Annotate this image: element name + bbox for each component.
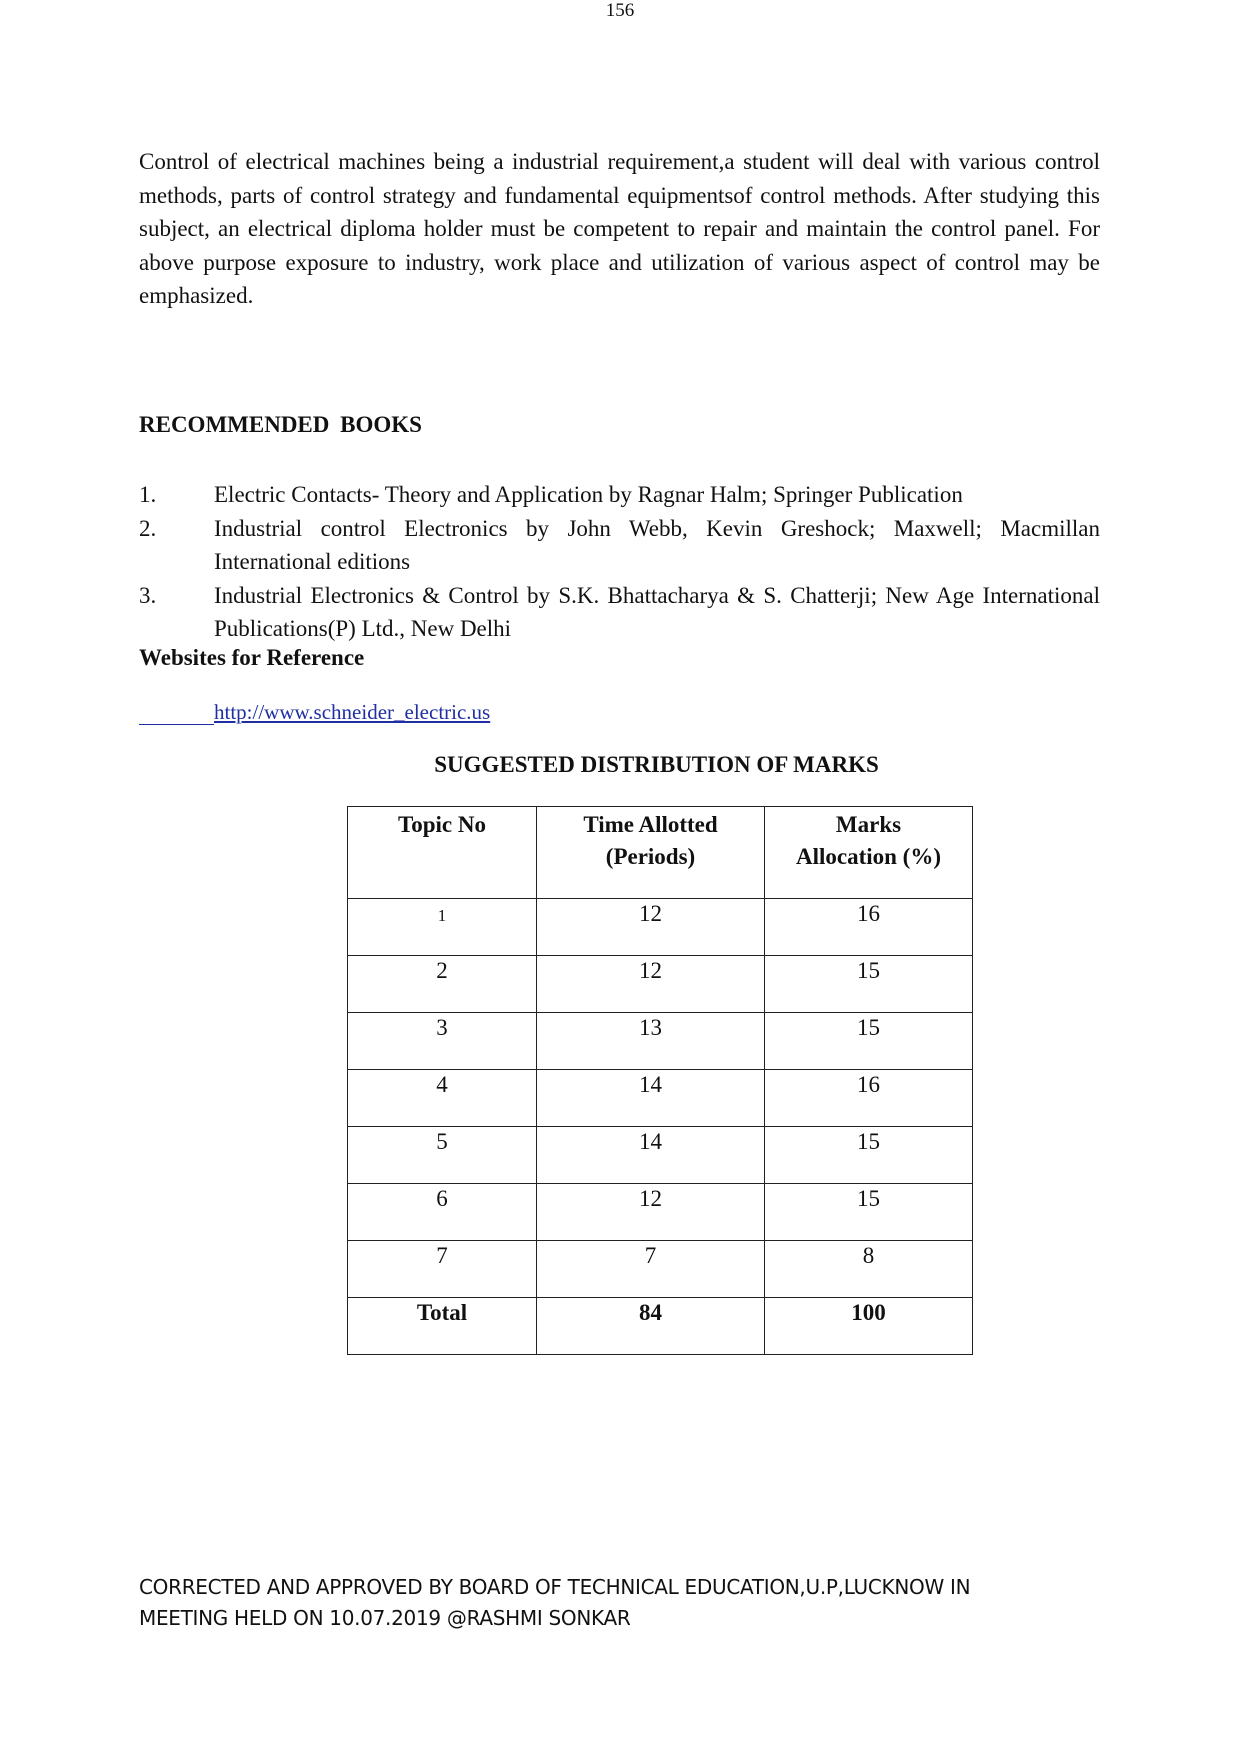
cell-marks: 16	[765, 1070, 973, 1127]
book-number: 1.	[139, 482, 157, 507]
book-number: 2.	[139, 515, 157, 541]
cell-total-label: Total	[348, 1298, 537, 1355]
cell-time: 12	[537, 956, 765, 1013]
table-total-row	[348, 1298, 973, 1355]
list-item	[139, 579, 1100, 646]
cell-marks: 15	[765, 1184, 973, 1241]
marks-distribution-heading: SUGGESTED DISTRIBUTION OF MARKS	[434, 752, 879, 777]
table-row	[348, 1184, 973, 1241]
recommended-books-heading: RECOMMENDED BOOKS	[139, 412, 422, 437]
table-row	[348, 899, 973, 956]
cell-topic: 1	[348, 899, 537, 956]
book-title: Industrial control Electronics by John Webb, Kevin Greshock; Maxwell; Macmillan International editions	[214, 515, 1100, 574]
cell-marks: 8	[765, 1241, 973, 1298]
cell-marks: 15	[765, 1127, 973, 1184]
marks-distribution-table	[347, 806, 973, 1355]
footer-line: MEETING HELD ON 10.07.2019 @RASHMI SONKAR	[139, 1606, 631, 1630]
table-row	[348, 1127, 973, 1184]
page-number: 156	[605, 0, 635, 21]
cell-topic: 2	[348, 956, 537, 1013]
cell-total-time: 84	[537, 1298, 765, 1355]
cell-time: 14	[537, 1127, 765, 1184]
cell-time: 12	[537, 1184, 765, 1241]
cell-marks: 15	[765, 956, 973, 1013]
cell-time: 12	[537, 899, 765, 956]
header-marks-allocation: Marks Allocation (%)	[765, 807, 973, 899]
table-row	[348, 1241, 973, 1298]
table-row	[348, 1070, 973, 1127]
book-title: Industrial Electronics & Control by S.K. Bhattacharya & S. Chatterji; New Age International Publications(P) Ltd., New Delhi	[214, 582, 1100, 641]
websites-heading: Websites for Reference	[139, 645, 365, 670]
footer-line: CORRECTED AND APPROVED BY BOARD OF TECHNICAL EDUCATION,U.P,LUCKNOW IN	[139, 1575, 971, 1599]
book-list	[139, 478, 1100, 646]
cell-marks: 16	[765, 899, 973, 956]
cell-topic: 5	[348, 1127, 537, 1184]
table-row	[348, 1013, 973, 1070]
table-header-row	[348, 807, 973, 899]
table-row	[348, 956, 973, 1013]
cell-time: 13	[537, 1013, 765, 1070]
list-item	[139, 478, 1100, 512]
cell-marks: 15	[765, 1013, 973, 1070]
cell-total-marks: 100	[765, 1298, 973, 1355]
header-time-allotted: Time Allotted (Periods)	[537, 807, 765, 899]
cell-topic: 4	[348, 1070, 537, 1127]
intro-paragraph: Control of electrical machines being a industrial requirement,a student will deal with various control methods, parts of control strategy and fundamental equipmentsof control methods. After studying this subject, an electrical diploma holder must be competent to repair and maintain the control panel. For above purpose exposure to industry, work place and utilization of various aspect of control may be emphasized.	[139, 149, 1100, 308]
cell-topic: 3	[348, 1013, 537, 1070]
cell-time: 7	[537, 1241, 765, 1298]
book-number: 3.	[139, 582, 157, 608]
book-title: Electric Contacts- Theory and Application by Ragnar Halm; Springer Publication	[214, 482, 963, 507]
cell-time: 14	[537, 1070, 765, 1127]
reference-website-link[interactable]: http://www.schneider_electric.us	[214, 700, 491, 724]
cell-topic: 7	[348, 1241, 537, 1298]
cell-topic: 6	[348, 1184, 537, 1241]
list-item	[139, 512, 1100, 579]
approval-footer	[139, 1572, 1100, 1634]
header-topic-no: Topic No	[348, 807, 537, 899]
